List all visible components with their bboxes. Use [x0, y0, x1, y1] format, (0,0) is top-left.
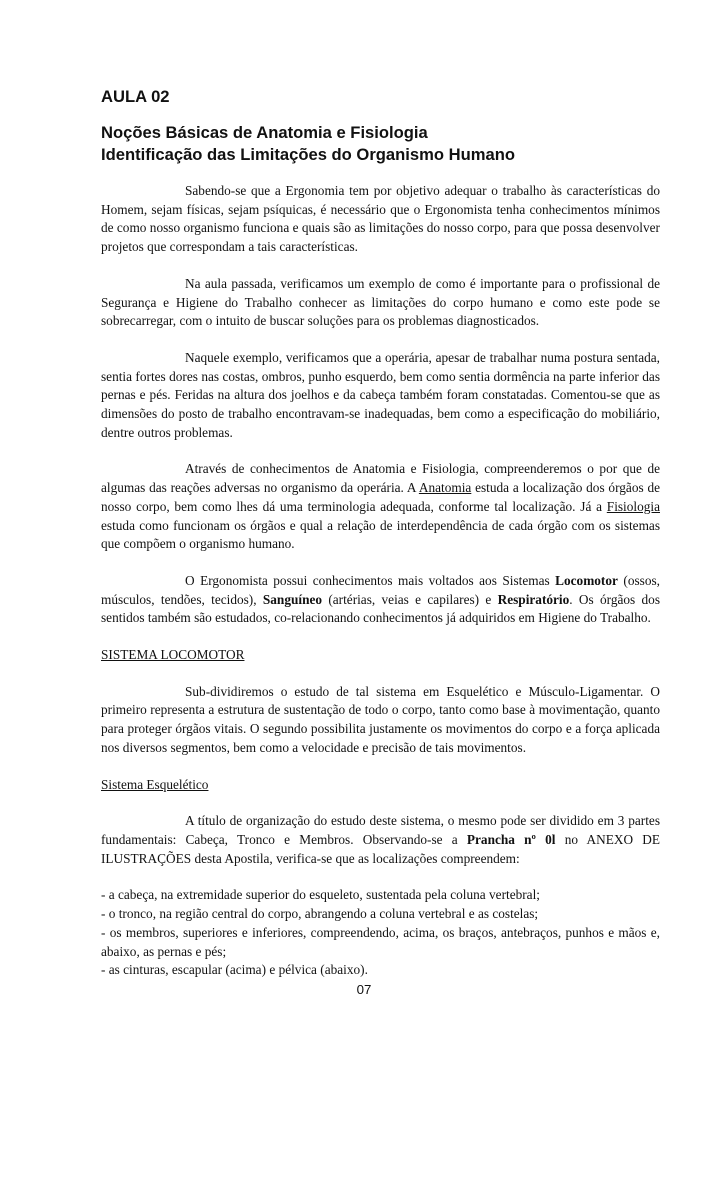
paragraph-5-text-e: (artérias, veias e capilares) e: [322, 591, 498, 607]
page-title-line-2: Identificação das Limitações do Organismo Humano: [101, 145, 516, 164]
page-number: 07: [356, 982, 372, 997]
paragraph-5: [101, 572, 660, 628]
skeleton-parts-list: [101, 886, 660, 980]
list-item: - as cinturas, escapular (acima) e pélvica (abaixo).: [101, 962, 368, 978]
list-item: - o tronco, na região central do corpo, abrangendo a coluna vertebral e as costelas;: [101, 906, 539, 922]
section-heading-sistema-locomotor: SISTEMA LOCOMOTOR: [101, 647, 245, 663]
paragraph-5-text-c: (ossos, músculos, tendões, tecidos),: [101, 572, 660, 607]
paragraph-4-text-c: estuda a localização dos órgãos de nosso corpo, bem como lhes dá uma terminologia adequada, conforme tal localização. Já a: [101, 480, 660, 514]
list-item: - os membros, superiores e inferiores, compreendendo, acima, os braços, antebraços, punhos e mãos e, abaixo, as pernas e pés;: [101, 924, 660, 959]
list-item: - a cabeça, na extremidade superior do esqueleto, sustentada pela coluna vertebral;: [101, 887, 540, 903]
paragraph-1: Sabendo-se que a Ergonomia tem por objetivo adequar o trabalho às características do Homem, sejam físicas, sejam psíquicas, é necessário que o Ergonomista tenha conhecimentos mínimos de como nosso organismo funciona e quais são as limitações do nosso corpo, para que possa desenvolver projetos que correspondam a tais características.: [101, 183, 660, 255]
term-respiratorio: Respiratório: [497, 591, 570, 607]
paragraph-7-text-c: no ANEXO DE ILUSTRAÇÕES desta Apostila, verifica-se que as localizações compreendem:: [101, 831, 660, 866]
page-title-line-1: Noções Básicas de Anatomia e Fisiologia: [101, 123, 428, 142]
document-page: [101, 82, 660, 998]
paragraph-7: [101, 812, 660, 868]
term-sanguineo: Sanguíneo: [262, 591, 323, 607]
paragraph-6: Sub-dividiremos o estudo de tal sistema em Esquelético e Músculo-Ligamentar. O primeiro representa a estrutura de sustentação de todo o corpo, tanto como base à movimentação, quanto para proteger órgãos vitais. O segundo possibilita justamente os movimentos do corpo e a força aplicada nos diversos segmentos, bem como a velocidade e precisão de tais movimentos.: [101, 683, 660, 755]
term-fisiologia: Fisiologia: [606, 498, 660, 514]
paragraph-2: Na aula passada, verificamos um exemplo de como é importante para o profissional de Segurança e Higiene do Trabalho conhecer as limitações do corpo humano e como este pode se sobrecarregar, com o intuito de buscar soluções para os problemas diagnosticados.: [101, 275, 660, 329]
term-prancha: Prancha nº 0l: [466, 831, 556, 847]
paragraph-5-text-g: . Os órgãos dos sentidos também são estudados, co-relacionando conhecimentos já adquiridos em Higiene do Trabalho.: [101, 591, 661, 626]
paragraph-4: [101, 460, 660, 554]
term-locomotor: Locomotor: [555, 572, 618, 588]
paragraph-4-text-a: Através de conhecimentos de Anatomia e Fisiologia, compreenderemos o por que de algumas das reações adversas no organismo da operária. A: [101, 461, 660, 496]
section-heading-sistema-esqueletico: Sistema Esquelético: [101, 776, 209, 792]
lesson-heading: AULA 02: [101, 87, 170, 106]
paragraph-5-text-a: O Ergonomista possui conhecimentos mais voltados aos Sistemas: [185, 572, 556, 588]
paragraph-4-text-e: estuda como funcionam os órgãos e qual a relação de interdependência de cada órgão com os sistemas que compõem o organismo humano.: [101, 517, 660, 552]
paragraph-3: Naquele exemplo, verificamos que a operária, apesar de trabalhar numa postura sentada, sentia fortes dores nas costas, ombros, punho esquerdo, bem como sentia dormência na parte inferior das pernas e pés. Feridas na altura dos joelhos e da cabeça também foram constatadas. Comentou-se que as dimensões do posto de trabalho encontravam-se inadequadas, bem como a especificação do mobiliário, dentre outros problemas.: [101, 349, 660, 440]
term-anatomia: Anatomia: [418, 480, 472, 496]
title-block: [101, 122, 660, 166]
paragraph-7-text-a: A título de organização do estudo deste sistema, o mesmo pode ser dividido em 3 partes fundamentais: Cabeça, Tronco e Membros. Observando-se a: [101, 813, 660, 847]
